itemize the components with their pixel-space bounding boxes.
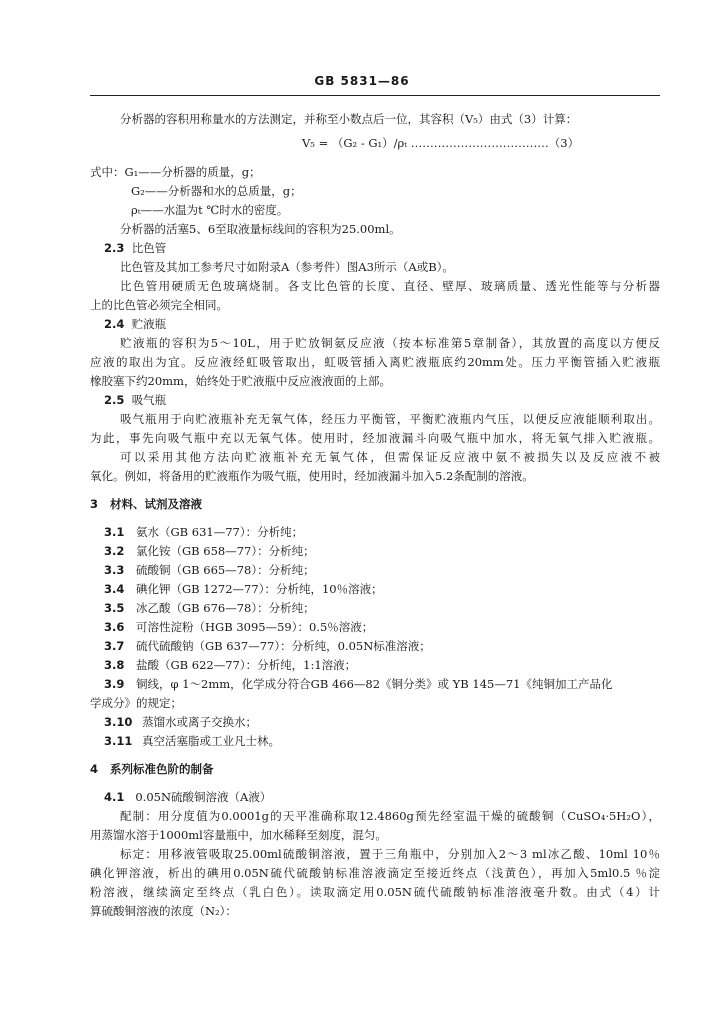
paragraph-line: 分析器的容积用称量水的方法测定，并称至小数点后一位，其容积（V₅）由式（3）计算： (120, 112, 578, 126)
section-number: 2.4 (104, 317, 125, 331)
paragraph-line: 分析器的活塞5、6至取液量标线间的容积为25.00ml。 (120, 222, 401, 236)
list-item (104, 600, 315, 616)
item-number: 3.6 (104, 620, 125, 634)
item-text: 氨水（GB 631—77）：分析纯； (136, 525, 304, 539)
subsection-title: 比色管 (131, 241, 167, 255)
formula-legend-line: ρₜ——水温为t ℃时水的密度。 (131, 203, 289, 217)
list-item (104, 714, 257, 730)
subsection-heading (104, 392, 166, 408)
paragraph-line: 为此，事先向吸气瓶中充以无氧气体。使用时，经加液漏斗向吸气瓶中加水，将无氧气排入贮液瓶。 (90, 431, 660, 445)
list-item (104, 581, 383, 597)
list-item (104, 657, 356, 673)
paragraph-line: 应液的取出为宜。反应液经虹吸管取出，虹吸管插入离贮液瓶底约20mm处。压力平衡管插入贮液瓶 (90, 355, 660, 369)
item-number: 3.9 (104, 677, 125, 691)
item-number: 3.2 (104, 544, 125, 558)
item-text: 碘化钾（GB 1272—77）：分析纯，10％溶液； (136, 582, 383, 596)
item-text: 硫代硫酸钠（GB 637—77）：分析纯，0.05N标准溶液； (136, 639, 431, 653)
item-text: 氯化铵（GB 658—77）：分析纯； (136, 544, 315, 558)
item-number: 3.1 (104, 525, 125, 539)
item-text: 蒸馏水或离子交换水； (142, 715, 257, 729)
subsection-heading (104, 316, 166, 332)
section-number: 2.5 (104, 393, 125, 407)
paragraph-line: 用蒸馏水溶于1000ml容量瓶中，加水稀释至刻度，混匀。 (90, 828, 387, 842)
paragraph-line: 粉溶液，继续滴定至终点（乳白色）。读取滴定用0.05N硫代硫酸钠标准溶液毫升数。由式（4）计 (90, 885, 660, 899)
item-text: 硫酸铜（GB 665—78）：分析纯； (136, 563, 315, 577)
item-text: 冰乙酸（GB 676—78）：分析纯； (136, 601, 315, 615)
list-item (104, 638, 431, 654)
item-number: 3.4 (104, 582, 125, 596)
paragraph-line: 比色管用硬质无色玻璃烧制。各支比色管的长度、直径、壁厚、玻璃质量、透光性能等与分析器 (120, 279, 660, 293)
subsection-heading (104, 240, 166, 256)
section-number: 4.1 (104, 790, 125, 804)
item-number: 3.3 (104, 563, 125, 577)
paragraph-line: 可以采用其他方法向贮液瓶补充无氧气体，但需保证反应液中氨不被损失以及反应液不被 (120, 450, 660, 464)
item-text: 可溶性淀粉（HGB 3095—59）：0.5％溶液； (136, 620, 374, 634)
item-text: 铜线，φ 1～2mm，化学成分符合GB 466—82《铜分类》或 YB 145—71《纯铜加工产品化 (136, 677, 613, 691)
list-item (104, 619, 373, 635)
chapter-heading (90, 496, 202, 512)
subsection-title: 贮液瓶 (131, 317, 167, 331)
list-item (104, 543, 315, 559)
chapter-title: 系列标准色阶的制备 (110, 762, 214, 776)
list-item (104, 524, 303, 540)
formula-3: V₅ = （G₂ - G₁）/ρₜ ………………………………（3） (302, 136, 580, 150)
paragraph-line: 贮液瓶的容积为5～10L，用于贮放铜氨反应液（按本标准第5章制备），其放置的高度以方便反 (120, 336, 660, 350)
paragraph-line: 算硫酸铜溶液的浓度（N₂）： (90, 904, 237, 918)
paragraph-line: 配制：用分度值为0.0001g的天平准确称取12.4860g预先经室温干燥的硫酸铜（CuSO₄·5H₂O）， (120, 809, 660, 823)
list-item (104, 733, 280, 749)
item-text: 盐酸（GB 622—77）：分析纯，1:1溶液； (136, 658, 357, 672)
paragraph-line: 氧化。例如，将备用的贮液瓶作为吸气瓶，使用时，经加液漏斗加入5.2条配制的溶液。 (90, 469, 534, 483)
paragraph-line: 碘化钾溶液，析出的碘用0.05N硫代硫酸钠标准溶液滴定至接近终点（浅黄色），再加入5ml0.5 ％淀 (90, 866, 660, 880)
paragraph-line: 学成分》的规定； (90, 696, 182, 710)
chapter-number: 3 (90, 497, 99, 511)
chapter-heading (90, 761, 214, 777)
section-number: 2.3 (104, 241, 125, 255)
item-number: 3.5 (104, 601, 125, 615)
item-number: 3.11 (104, 734, 133, 748)
paragraph-line: 橡胶塞下约20mm，始终处于贮液瓶中反应液液面的上部。 (90, 374, 391, 388)
subsection-title: 吸气瓶 (131, 393, 167, 407)
paragraph-line: 上的比色管必须完全相同。 (90, 298, 228, 312)
paragraph-line: 标定：用移液管吸取25.00ml硫酸铜溶液，置于三角瓶中，分别加入2～3 ml冰乙酸、10ml 10％ (120, 847, 660, 861)
header-rule (90, 95, 660, 96)
chapter-title: 材料、试剂及溶液 (110, 497, 203, 511)
formula-legend-line: G₂——分析器和水的总质量，g； (131, 184, 302, 198)
chapter-number: 4 (90, 762, 99, 776)
item-number: 3.7 (104, 639, 125, 653)
item-number: 3.10 (104, 715, 133, 729)
list-item (104, 676, 660, 692)
standard-number-header: GB 5831—86 (314, 74, 410, 88)
paragraph-line: 吸气瓶用于向贮液瓶补充无氧气体，经压力平衡管，平衡贮液瓶内气压，以便反应液能顺利取出。 (120, 412, 660, 426)
formula-legend-line: 式中：G₁——分析器的质量，g； (90, 165, 261, 179)
item-text: 真空活塞脂或工业凡士林。 (142, 734, 280, 748)
item-number: 3.8 (104, 658, 125, 672)
subsection-title: 0.05N硫酸铜溶液（A液） (135, 790, 272, 804)
subsection-heading (104, 789, 271, 805)
paragraph-line: 比色管及其加工参考尺寸如附录A（参考件）图A3所示（A或B）。 (120, 260, 454, 274)
list-item (104, 562, 315, 578)
